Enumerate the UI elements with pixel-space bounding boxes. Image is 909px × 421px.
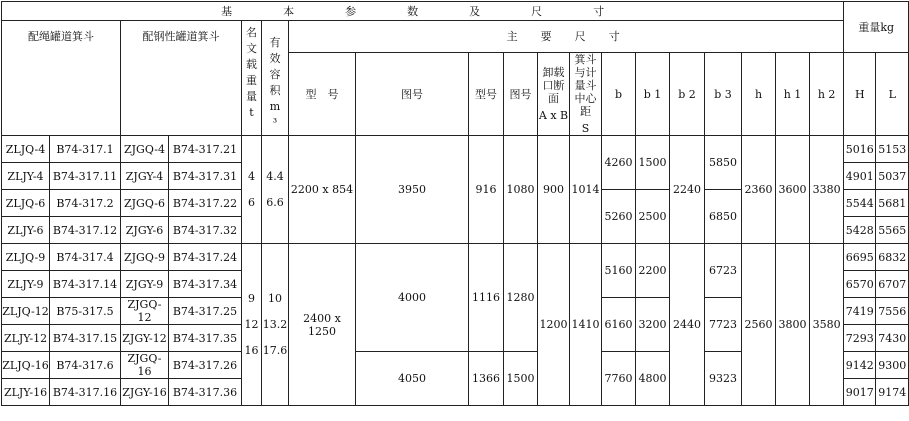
table-row bbox=[2, 244, 909, 271]
b1-cell: 1080 bbox=[504, 136, 538, 244]
weight-steel-cell: 7430 bbox=[876, 325, 909, 352]
unload-label: 卸载口断面 bbox=[542, 66, 565, 105]
model2-cell: ZJGY-12 bbox=[121, 325, 169, 352]
H-cell: 6723 bbox=[705, 244, 742, 298]
b-cell: 916 bbox=[469, 136, 504, 244]
weight-rope-cell: 5428 bbox=[844, 217, 876, 244]
drawing-cell: B74-317.16 bbox=[50, 379, 121, 406]
model2-cell: ZJGY-4 bbox=[121, 163, 169, 190]
s-cell: 4000 bbox=[356, 244, 469, 352]
volume-cell: 4.4 6.6 bbox=[262, 136, 289, 244]
drawing-cell: B74-317.14 bbox=[50, 271, 121, 298]
model-cell: ZLJY-12 bbox=[2, 325, 50, 352]
weight-rope-cell: 5016 bbox=[844, 136, 876, 163]
model2-cell: ZJGQ-6 bbox=[121, 190, 169, 217]
model-cell: ZLJQ-4 bbox=[2, 136, 50, 163]
rated-load-text: 名文载重量t bbox=[246, 26, 257, 119]
H-cell: 9323 bbox=[705, 352, 742, 406]
parameters-table bbox=[1, 1, 909, 406]
s-cell: 3950 bbox=[356, 136, 469, 244]
b2-header: b 2 bbox=[670, 53, 705, 136]
unload-header bbox=[538, 53, 570, 136]
L1-cell: 3800 bbox=[776, 244, 810, 406]
b-cell: 1366 bbox=[469, 352, 504, 406]
model-cell: ZLJY-4 bbox=[2, 163, 50, 190]
weight-rope-cell: 7293 bbox=[844, 325, 876, 352]
H-header: H bbox=[844, 53, 876, 136]
b2-cell: 900 bbox=[538, 136, 570, 244]
drawing-cell: B74-317.11 bbox=[50, 163, 121, 190]
weight-rope-cell: 6695 bbox=[844, 244, 876, 271]
L2-cell: 3580 bbox=[810, 244, 844, 406]
weight-steel-cell: 5153 bbox=[876, 136, 909, 163]
weight-rope-cell: 4901 bbox=[844, 163, 876, 190]
L-cell: 2360 bbox=[742, 136, 776, 244]
model2-cell: ZJGQ-4 bbox=[121, 136, 169, 163]
model2-header: 型号 bbox=[469, 53, 504, 136]
weight-steel-cell: 5565 bbox=[876, 217, 909, 244]
model2-cell: ZJGQ-16 bbox=[121, 352, 169, 379]
h2-header: h 2 bbox=[810, 53, 844, 136]
model-cell: ZLJY-9 bbox=[2, 271, 50, 298]
dist-s: S bbox=[581, 122, 590, 135]
model-cell: ZLJQ-12 bbox=[2, 298, 50, 325]
weight-rope-cell: 5544 bbox=[844, 190, 876, 217]
h1-header: h 1 bbox=[776, 53, 810, 136]
drawing-cell: B74-317.1 bbox=[50, 136, 121, 163]
h-cell: 6160 bbox=[602, 298, 636, 352]
rated-load-header bbox=[242, 21, 262, 136]
b-cell: 1116 bbox=[469, 244, 504, 352]
h-cell: 7760 bbox=[602, 352, 636, 406]
drawing2-cell: B74-317.31 bbox=[169, 163, 242, 190]
h1-cell: 4800 bbox=[636, 352, 670, 406]
model2-cell: ZJGY-9 bbox=[121, 271, 169, 298]
model2-cell: ZJGY-6 bbox=[121, 217, 169, 244]
b-header: b bbox=[602, 53, 636, 136]
dist-header bbox=[570, 53, 602, 136]
weight-steel-cell: 9174 bbox=[876, 379, 909, 406]
model-cell: ZLJQ-9 bbox=[2, 244, 50, 271]
model2-cell: ZJGQ-9 bbox=[121, 244, 169, 271]
drawing2-cell: B74-317.21 bbox=[169, 136, 242, 163]
h-cell: 5260 bbox=[602, 190, 636, 244]
ab-cell: 2200 x 854 bbox=[289, 136, 356, 244]
weight-rope-cell: 9017 bbox=[844, 379, 876, 406]
unload-ab: A x B bbox=[538, 109, 569, 122]
h-cell: 4260 bbox=[602, 136, 636, 190]
weight-header: 重量kg bbox=[844, 2, 909, 53]
model-cell: ZLJY-16 bbox=[2, 379, 50, 406]
s-cell: 4050 bbox=[356, 352, 469, 406]
eff-volume-header bbox=[262, 21, 289, 136]
h-header: h bbox=[742, 53, 776, 136]
model-cell: ZLJY-6 bbox=[2, 217, 50, 244]
drawing-cell: B74-317.6 bbox=[50, 352, 121, 379]
steel-skip-header: 配钢性罐道箕斗 bbox=[121, 21, 242, 136]
model2-cell: ZJGQ-12 bbox=[121, 298, 169, 325]
model-cell: ZLJQ-16 bbox=[2, 352, 50, 379]
weight-rope-cell: 6570 bbox=[844, 271, 876, 298]
model-cell: ZLJQ-6 bbox=[2, 190, 50, 217]
h2-cell: 2240 bbox=[670, 136, 705, 244]
drawing2-cell: B74-317.35 bbox=[169, 325, 242, 352]
h1-cell: 2500 bbox=[636, 190, 670, 244]
weight-steel-cell: 6707 bbox=[876, 271, 909, 298]
h2-cell: 2440 bbox=[670, 244, 705, 406]
weight-steel-cell: 9300 bbox=[876, 352, 909, 379]
drawing-cell: B75-317.5 bbox=[50, 298, 121, 325]
drawing-cell: B74-317.12 bbox=[50, 217, 121, 244]
main-dims-header: 主 要 尺 寸 bbox=[289, 21, 844, 53]
b1-cell: 1500 bbox=[504, 352, 538, 406]
L1-cell: 3600 bbox=[776, 136, 810, 244]
ab-cell: 2400 x 1250 bbox=[289, 244, 356, 406]
b1-header: b 1 bbox=[636, 53, 670, 136]
L-header: L bbox=[876, 53, 909, 136]
drawing2-cell: B74-317.25 bbox=[169, 298, 242, 325]
drawing-cell: B74-317.4 bbox=[50, 244, 121, 271]
weight-steel-cell: 5681 bbox=[876, 190, 909, 217]
load-cell: 9 12 16 bbox=[242, 244, 262, 406]
b3-header: b 3 bbox=[705, 53, 742, 136]
b1-cell: 1280 bbox=[504, 244, 538, 352]
H-cell: 5850 bbox=[705, 136, 742, 190]
drawing2-header: 图号 bbox=[504, 53, 538, 136]
H-cell: 6850 bbox=[705, 190, 742, 244]
load-cell: 4 6 bbox=[242, 136, 262, 244]
b3-cell: 1410 bbox=[570, 244, 602, 406]
drawing2-cell: B74-317.36 bbox=[169, 379, 242, 406]
table-row bbox=[2, 136, 909, 163]
h-cell: 5160 bbox=[602, 244, 636, 298]
h1-cell: 3200 bbox=[636, 298, 670, 352]
drawing-header: 图号 bbox=[356, 53, 469, 136]
b2-cell: 1200 bbox=[538, 244, 570, 406]
b3-cell: 1014 bbox=[570, 136, 602, 244]
drawing2-cell: B74-317.34 bbox=[169, 271, 242, 298]
drawing2-cell: B74-317.22 bbox=[169, 190, 242, 217]
drawing2-cell: B74-317.26 bbox=[169, 352, 242, 379]
rope-skip-header: 配绳罐道箕斗 bbox=[2, 21, 121, 136]
weight-steel-cell: 5037 bbox=[876, 163, 909, 190]
h1-cell: 2200 bbox=[636, 244, 670, 298]
L2-cell: 3380 bbox=[810, 136, 844, 244]
drawing-cell: B74-317.15 bbox=[50, 325, 121, 352]
eff-volume-text: 有效容积m³ bbox=[269, 36, 281, 129]
H-cell: 7723 bbox=[705, 298, 742, 352]
model2-cell: ZJGY-16 bbox=[121, 379, 169, 406]
drawing2-cell: B74-317.32 bbox=[169, 217, 242, 244]
weight-rope-cell: 9142 bbox=[844, 352, 876, 379]
dist-label: 箕斗与计量斗中心距 bbox=[574, 53, 597, 118]
weight-rope-cell: 7419 bbox=[844, 298, 876, 325]
table-title: 基 本 参 数 及 尺 寸 bbox=[2, 2, 844, 21]
model-header: 型 号 bbox=[289, 53, 356, 136]
volume-cell: 10 13.2 17.6 bbox=[262, 244, 289, 406]
L-cell: 2560 bbox=[742, 244, 776, 406]
drawing2-cell: B74-317.24 bbox=[169, 244, 242, 271]
weight-steel-cell: 6832 bbox=[876, 244, 909, 271]
h1-cell: 1500 bbox=[636, 136, 670, 190]
drawing-cell: B74-317.2 bbox=[50, 190, 121, 217]
weight-steel-cell: 7556 bbox=[876, 298, 909, 325]
